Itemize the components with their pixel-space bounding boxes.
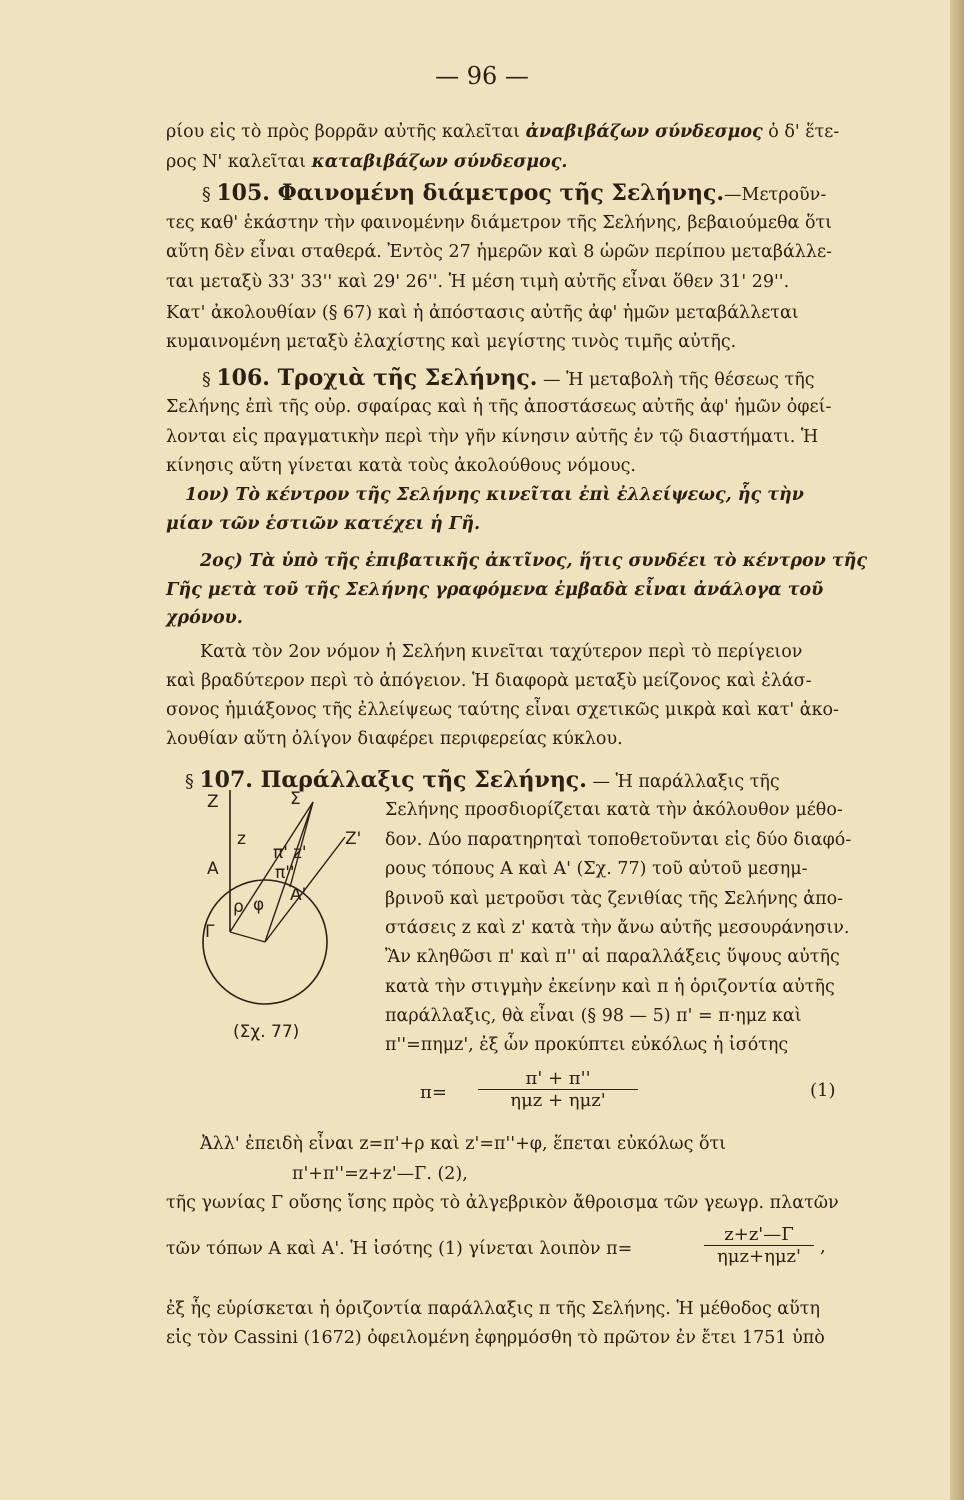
text-run: ὁ δ' ἕτε- xyxy=(762,122,840,142)
text-line xyxy=(385,975,945,999)
text-run: βρινοῦ καὶ μετροῦσι τὰς ζενιθίας τῆς Σελήνης ἀπο- xyxy=(385,889,844,909)
figure-caption: (Σχ. 77) xyxy=(233,1022,300,1042)
text-run: δον. Δύο παρατηρηταὶ τοποθετοῦνται εἰς δύο διαφό- xyxy=(385,830,852,850)
text-line xyxy=(166,1237,696,1261)
text-run: — Ἡ παράλλαξις τῆς xyxy=(586,772,780,792)
text-line xyxy=(200,549,950,573)
text-line xyxy=(166,150,916,174)
text-line xyxy=(200,1132,950,1156)
text-run: § xyxy=(202,185,217,205)
text-line xyxy=(385,916,945,940)
text-run: ρος Ν' καλεῖται xyxy=(166,152,312,172)
text-line xyxy=(166,578,916,602)
text-run: Κατὰ τὸν 2ον νόμον ἡ Σελήνη κινεῖται ταχύτερον περὶ τὸ περίγειον xyxy=(200,642,803,662)
section-heading: 106. Τροχιὰ τῆς Σελήνης. xyxy=(216,365,538,391)
label-Gamma: Γ xyxy=(205,922,215,942)
text-run: Κατ' ἀκολουθίαν (§ 67) καὶ ἡ ἀπόστασις αὐτῆς ἀφ' ἡμῶν μεταβάλλεται xyxy=(166,303,799,323)
text-run: λουθίαν αὕτη ὀλίγον διαφέρει περιφερείας κύκλου. xyxy=(166,729,623,749)
text-run: κίνησις αὕτη γίνεται κατὰ τοὺς ἀκολούθους νόμους. xyxy=(166,456,636,476)
text-line xyxy=(166,211,916,235)
text-line xyxy=(166,1191,916,1215)
text-run: ρίου εἰς τὸ πρὸς βορρᾶν αὐτῆς καλεῖται xyxy=(166,122,526,142)
text-run: ται μεταξὺ 33' 33'' καὶ 29' 26''. Ἡ μέση τιμὴ αὐτῆς εἶναι ὅθεν 31' 29''. xyxy=(166,272,790,292)
formula-1-lhs: π= xyxy=(420,1082,447,1103)
text-run: εἰς τὸν Cassini (1672) ὀφειλομένη ἐφηρμόσθη τὸ πρῶτον ἐν ἔτει 1751 ὑπὸ xyxy=(166,1328,825,1348)
text-run: λονται εἰς πραγματικὴν περὶ τὴν γῆν κίνησιν αὐτῆς ἐν τῷ διαστήματι. Ἡ xyxy=(166,427,819,447)
text-line xyxy=(292,1162,672,1186)
text-line xyxy=(166,606,916,630)
text-line xyxy=(385,1033,945,1057)
formula-2-denominator: ημz+ημz' xyxy=(717,1246,801,1267)
text-run: αὕτη δὲν εἶναι σταθερά. Ἐντὸς 27 ἡμερῶν καὶ 8 ὡρῶν περίπου μεταβάλλε- xyxy=(166,242,832,262)
text-run: § xyxy=(202,370,217,390)
label-z: z xyxy=(237,829,246,849)
text-run: § xyxy=(185,772,200,792)
italic-text: χρόνου. xyxy=(166,608,243,628)
text-run: Σελήνης ἐπὶ τῆς οὐρ. σφαίρας καὶ ἡ τῆς ἀποστάσεως αὐτῆς ἀφ' ἡμῶν ὀφεί- xyxy=(166,397,832,417)
text-line xyxy=(166,669,916,693)
page-edge xyxy=(950,0,964,1500)
text-line xyxy=(385,887,945,911)
text-line xyxy=(166,1326,916,1350)
label-A: A xyxy=(207,859,219,879)
text-run: κυμαινομένη μεταξὺ ἐλαχίστης καὶ μεγίστης τινὸς τιμῆς αὐτῆς. xyxy=(166,332,737,352)
text-line xyxy=(166,425,916,449)
formula-2 xyxy=(704,1224,826,1267)
text-line xyxy=(166,270,916,294)
text-line xyxy=(200,640,950,664)
text-line xyxy=(385,945,945,969)
text-line xyxy=(166,301,916,325)
label-Ap: A' xyxy=(290,885,307,905)
text-run: κατὰ τὴν στιγμὴν ἐκείνην καὶ π ἡ ὁριζοντία αὐτῆς xyxy=(385,977,835,997)
formula-2-trail: , xyxy=(820,1236,826,1257)
label-zp: z' xyxy=(293,843,307,863)
text-run: Ἀλλ' ἐπειδὴ εἶναι z=π'+ρ καὶ z'=π''+φ, ἕπεται εὐκόλως ὅτι xyxy=(200,1134,727,1154)
label-phi: φ xyxy=(253,895,265,915)
text-run: παράλλαξις, θὰ εἶναι (§ 98 — 5) π' = π·ημz καὶ xyxy=(385,1006,802,1026)
text-line xyxy=(166,120,916,144)
label-Zp: Z' xyxy=(345,829,362,849)
text-run: Σελήνης προσδιορίζεται κατὰ τὴν ἀκόλουθον μέθο- xyxy=(385,800,843,820)
section-heading: 105. Φαινομένη διάμετρος τῆς Σελήνης. xyxy=(216,180,725,206)
italic-text: ἀναβιβάζων σύνδεσμος xyxy=(525,122,763,142)
label-sigma: Σ xyxy=(290,789,301,809)
italic-text: Γῆς μετὰ τοῦ τῆς Σελήνης γραφόμενα ἐμβαδὰ εἶναι ἀνάλογα τοῦ xyxy=(166,580,824,600)
text-line xyxy=(166,330,916,354)
text-line xyxy=(385,798,945,822)
label-Z: Z xyxy=(207,792,219,812)
text-run: σονος ἡμιάξονος τῆς ἐλλείψεως ταύτης εἶναι σχετικῶς μικρὰ καὶ κατ' ἀκο- xyxy=(166,700,839,720)
text-line xyxy=(166,512,916,536)
text-run: π'+π''=z+z'—Γ. (2), xyxy=(292,1164,468,1184)
radius-a xyxy=(230,932,265,942)
text-line xyxy=(166,395,916,419)
text-line xyxy=(385,1004,945,1028)
text-run: τες καθ' ἑκάστην τὴν φαινομένην διάμετρον τῆς Σελήνης, βεβαιούμεθα ὅτι xyxy=(166,213,833,233)
text-run: τῆς γωνίας Γ οὔσης ἴσης πρὸς τὸ ἀλγεβρικὸν ἄθροισμα τῶν γεωγρ. πλατῶν xyxy=(166,1193,839,1213)
formula-1-tag: (1) xyxy=(810,1080,836,1101)
text-line xyxy=(202,366,952,392)
italic-text: 1ον) Τὸ κέντρον τῆς Σελήνης κινεῖται ἐπὶ ἐλλείψεως, ἧς τὴν xyxy=(185,485,804,505)
text-line xyxy=(202,181,952,207)
text-line xyxy=(166,240,916,264)
text-run: ἐξ ἧς εὑρίσκεται ἡ ὁριζοντία παράλλαξις π τῆς Σελήνης. Ἡ μέθοδος αὕτη xyxy=(166,1299,820,1319)
text-line xyxy=(385,828,945,852)
text-line xyxy=(185,483,935,507)
italic-text: 2ος) Τὰ ὑπὸ τῆς ἐπιβατικῆς ἀκτῖνος, ἥτις συνδέει τὸ κέντρον τῆς xyxy=(200,551,868,571)
text-run: τῶν τόπων Α καὶ Α'. Ἡ ἰσότης (1) γίνεται λοιπὸν π= xyxy=(166,1239,633,1259)
text-run: καὶ βραδύτερον περὶ τὸ ἀπόγειον. Ἡ διαφορὰ μεταξὺ μείζονος καὶ ἐλάσ- xyxy=(166,671,812,691)
label-rho: ρ xyxy=(233,897,244,917)
text-line xyxy=(385,857,945,881)
figure-77 xyxy=(195,782,365,1052)
italic-text: μίαν τῶν ἑστιῶν κατέχει ἡ Γῆ. xyxy=(166,514,481,534)
italic-text: καταβιβάζων σύνδεσμος. xyxy=(311,152,568,172)
formula-1-numerator: π' + π'' xyxy=(478,1068,638,1090)
text-line xyxy=(166,454,916,478)
text-run: Ἂν κληθῶσι π' καὶ π'' αἱ παραλλάξεις ὕψους αὐτῆς xyxy=(385,947,840,967)
formula-2-numerator: z+z'—Γ xyxy=(704,1224,814,1246)
text-run: —Μετροῦν- xyxy=(724,185,827,205)
text-line xyxy=(166,698,916,722)
text-run: στάσεις z καὶ z' κατὰ τὴν ἄνω αὐτῆς μεσουράνησιν. xyxy=(385,918,850,938)
text-run: π''=πημz', ἐξ ὧν προκύπτει εὐκόλως ἡ ἰσότης xyxy=(385,1035,789,1055)
formula-1-denominator: ημz + ημz' xyxy=(510,1090,606,1111)
text-line xyxy=(166,727,916,751)
section-heading: 107. Παράλλαξις τῆς Σελήνης. xyxy=(199,767,587,793)
text-run: — Ἡ μεταβολὴ τῆς θέσεως τῆς xyxy=(537,370,815,390)
label-pipp: π'' xyxy=(275,863,295,883)
text-run: ρους τόπους Α καὶ Α' (Σχ. 77) τοῦ αὐτοῦ μεσημ- xyxy=(385,859,808,879)
label-pip: π' xyxy=(273,843,288,863)
text-line xyxy=(166,1297,916,1321)
page-number: — 96 — xyxy=(435,62,529,90)
